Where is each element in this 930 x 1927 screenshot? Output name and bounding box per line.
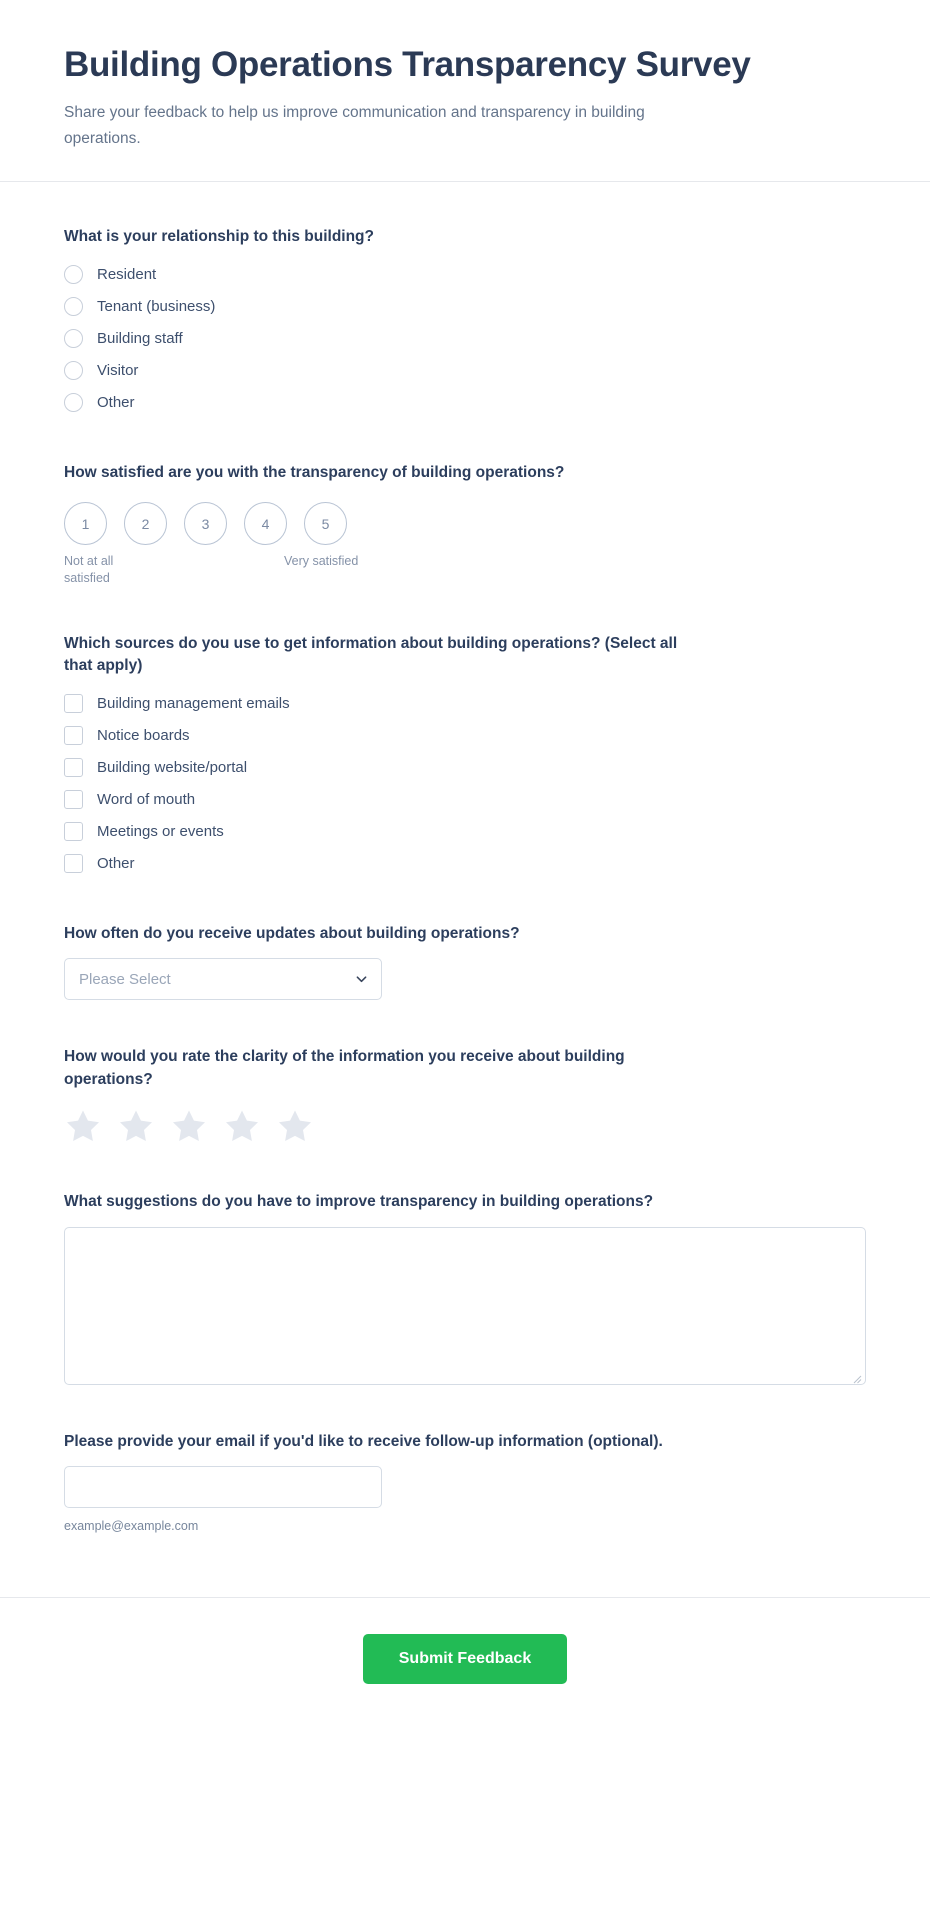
- question-sources-label: Which sources do you use to get information about building operations? (Select all that apply): [64, 634, 678, 675]
- radio-circle-icon[interactable]: [64, 265, 83, 284]
- checkbox-option-label: Meetings or events: [97, 823, 224, 841]
- scale-endpoint-labels: [64, 553, 866, 587]
- star-icon-1[interactable]: [64, 1107, 102, 1145]
- clarity-star-rating: [64, 1107, 866, 1145]
- question-relationship-label: What is your relationship to this building?: [64, 228, 374, 246]
- frequency-select[interactable]: [64, 958, 382, 1000]
- question-frequency-label: How often do you receive updates about building operations?: [64, 924, 520, 942]
- scale-row: [64, 502, 866, 545]
- radio-option-tenant[interactable]: [64, 294, 866, 320]
- scale-option-5[interactable]: 5: [304, 502, 347, 545]
- star-icon-3[interactable]: [170, 1107, 208, 1145]
- checkbox-option-other[interactable]: [64, 851, 866, 877]
- star-icon-2[interactable]: [117, 1107, 155, 1145]
- checkbox-square-icon[interactable]: [64, 822, 83, 841]
- form-body: [0, 182, 930, 1597]
- question-suggestions-label: What suggestions do you have to improve transparency in building operations?: [64, 1193, 654, 1211]
- radio-option-building-staff[interactable]: [64, 326, 866, 352]
- checkbox-option-meetings-events[interactable]: [64, 819, 866, 845]
- radio-option-label: Resident: [97, 266, 157, 284]
- radio-circle-icon[interactable]: [64, 329, 83, 348]
- radio-circle-icon[interactable]: [64, 297, 83, 316]
- checkbox-option-management-emails[interactable]: [64, 691, 866, 717]
- checkbox-option-label: Building website/portal: [97, 759, 248, 777]
- scale-label-low: Not at all satisfied: [64, 554, 114, 585]
- radio-option-label: Building staff: [97, 330, 183, 348]
- resize-handle-icon[interactable]: [852, 1371, 862, 1381]
- radio-option-label: Visitor: [97, 362, 139, 380]
- question-sources: [64, 633, 866, 877]
- radio-option-visitor[interactable]: [64, 358, 866, 384]
- checkbox-option-label: Notice boards: [97, 727, 190, 745]
- frequency-select-value: Please Select: [79, 970, 171, 988]
- checkbox-square-icon[interactable]: [64, 694, 83, 713]
- scale-label-high: Very satisfied: [284, 554, 359, 569]
- checkbox-square-icon[interactable]: [64, 790, 83, 809]
- star-icon-4[interactable]: [223, 1107, 261, 1145]
- question-clarity: [64, 1046, 866, 1145]
- radio-circle-icon[interactable]: [64, 393, 83, 412]
- checkbox-square-icon[interactable]: [64, 854, 83, 873]
- radio-option-resident[interactable]: [64, 262, 866, 288]
- question-relationship: [64, 226, 866, 415]
- radio-option-other[interactable]: [64, 390, 866, 416]
- scale-option-1[interactable]: 1: [64, 502, 107, 545]
- submit-feedback-button[interactable]: Submit Feedback: [363, 1634, 567, 1684]
- question-frequency: [64, 923, 866, 1000]
- checkbox-square-icon[interactable]: [64, 726, 83, 745]
- checkbox-option-label: Word of mouth: [97, 791, 196, 809]
- checkbox-option-website-portal[interactable]: [64, 755, 866, 781]
- email-input[interactable]: [64, 1466, 382, 1508]
- question-satisfaction: [64, 462, 866, 587]
- checkbox-option-label: Other: [97, 855, 135, 873]
- radio-option-label: Tenant (business): [97, 298, 216, 316]
- satisfaction-scale: [64, 502, 866, 587]
- question-email-label: Please provide your email if you'd like to receive follow-up information (optional).: [64, 1432, 663, 1450]
- star-icon-5[interactable]: [276, 1107, 314, 1145]
- checkbox-option-label: Building management emails: [97, 695, 290, 713]
- suggestions-textarea[interactable]: [64, 1227, 866, 1385]
- form-footer: [0, 1597, 930, 1744]
- scale-option-3[interactable]: 3: [184, 502, 227, 545]
- checkbox-option-notice-boards[interactable]: [64, 723, 866, 749]
- scale-option-2[interactable]: 2: [124, 502, 167, 545]
- question-email: [64, 1431, 866, 1533]
- checkbox-option-word-of-mouth[interactable]: [64, 787, 866, 813]
- question-clarity-label: How would you rate the clarity of the information you receive about building operations?: [64, 1048, 625, 1088]
- email-help-text: example@example.com: [64, 1519, 199, 1534]
- question-satisfaction-label: How satisfied are you with the transparency of building operations?: [64, 463, 565, 481]
- form-header: [0, 0, 930, 182]
- checkbox-square-icon[interactable]: [64, 758, 83, 777]
- chevron-down-icon: [356, 974, 367, 985]
- page-subtitle: Share your feedback to help us improve communication and transparency in building operations.: [64, 104, 645, 147]
- radio-option-label: Other: [97, 394, 135, 412]
- question-suggestions: [64, 1191, 866, 1384]
- page-title: Building Operations Transparency Survey: [64, 45, 751, 84]
- scale-option-4[interactable]: 4: [244, 502, 287, 545]
- radio-circle-icon[interactable]: [64, 361, 83, 380]
